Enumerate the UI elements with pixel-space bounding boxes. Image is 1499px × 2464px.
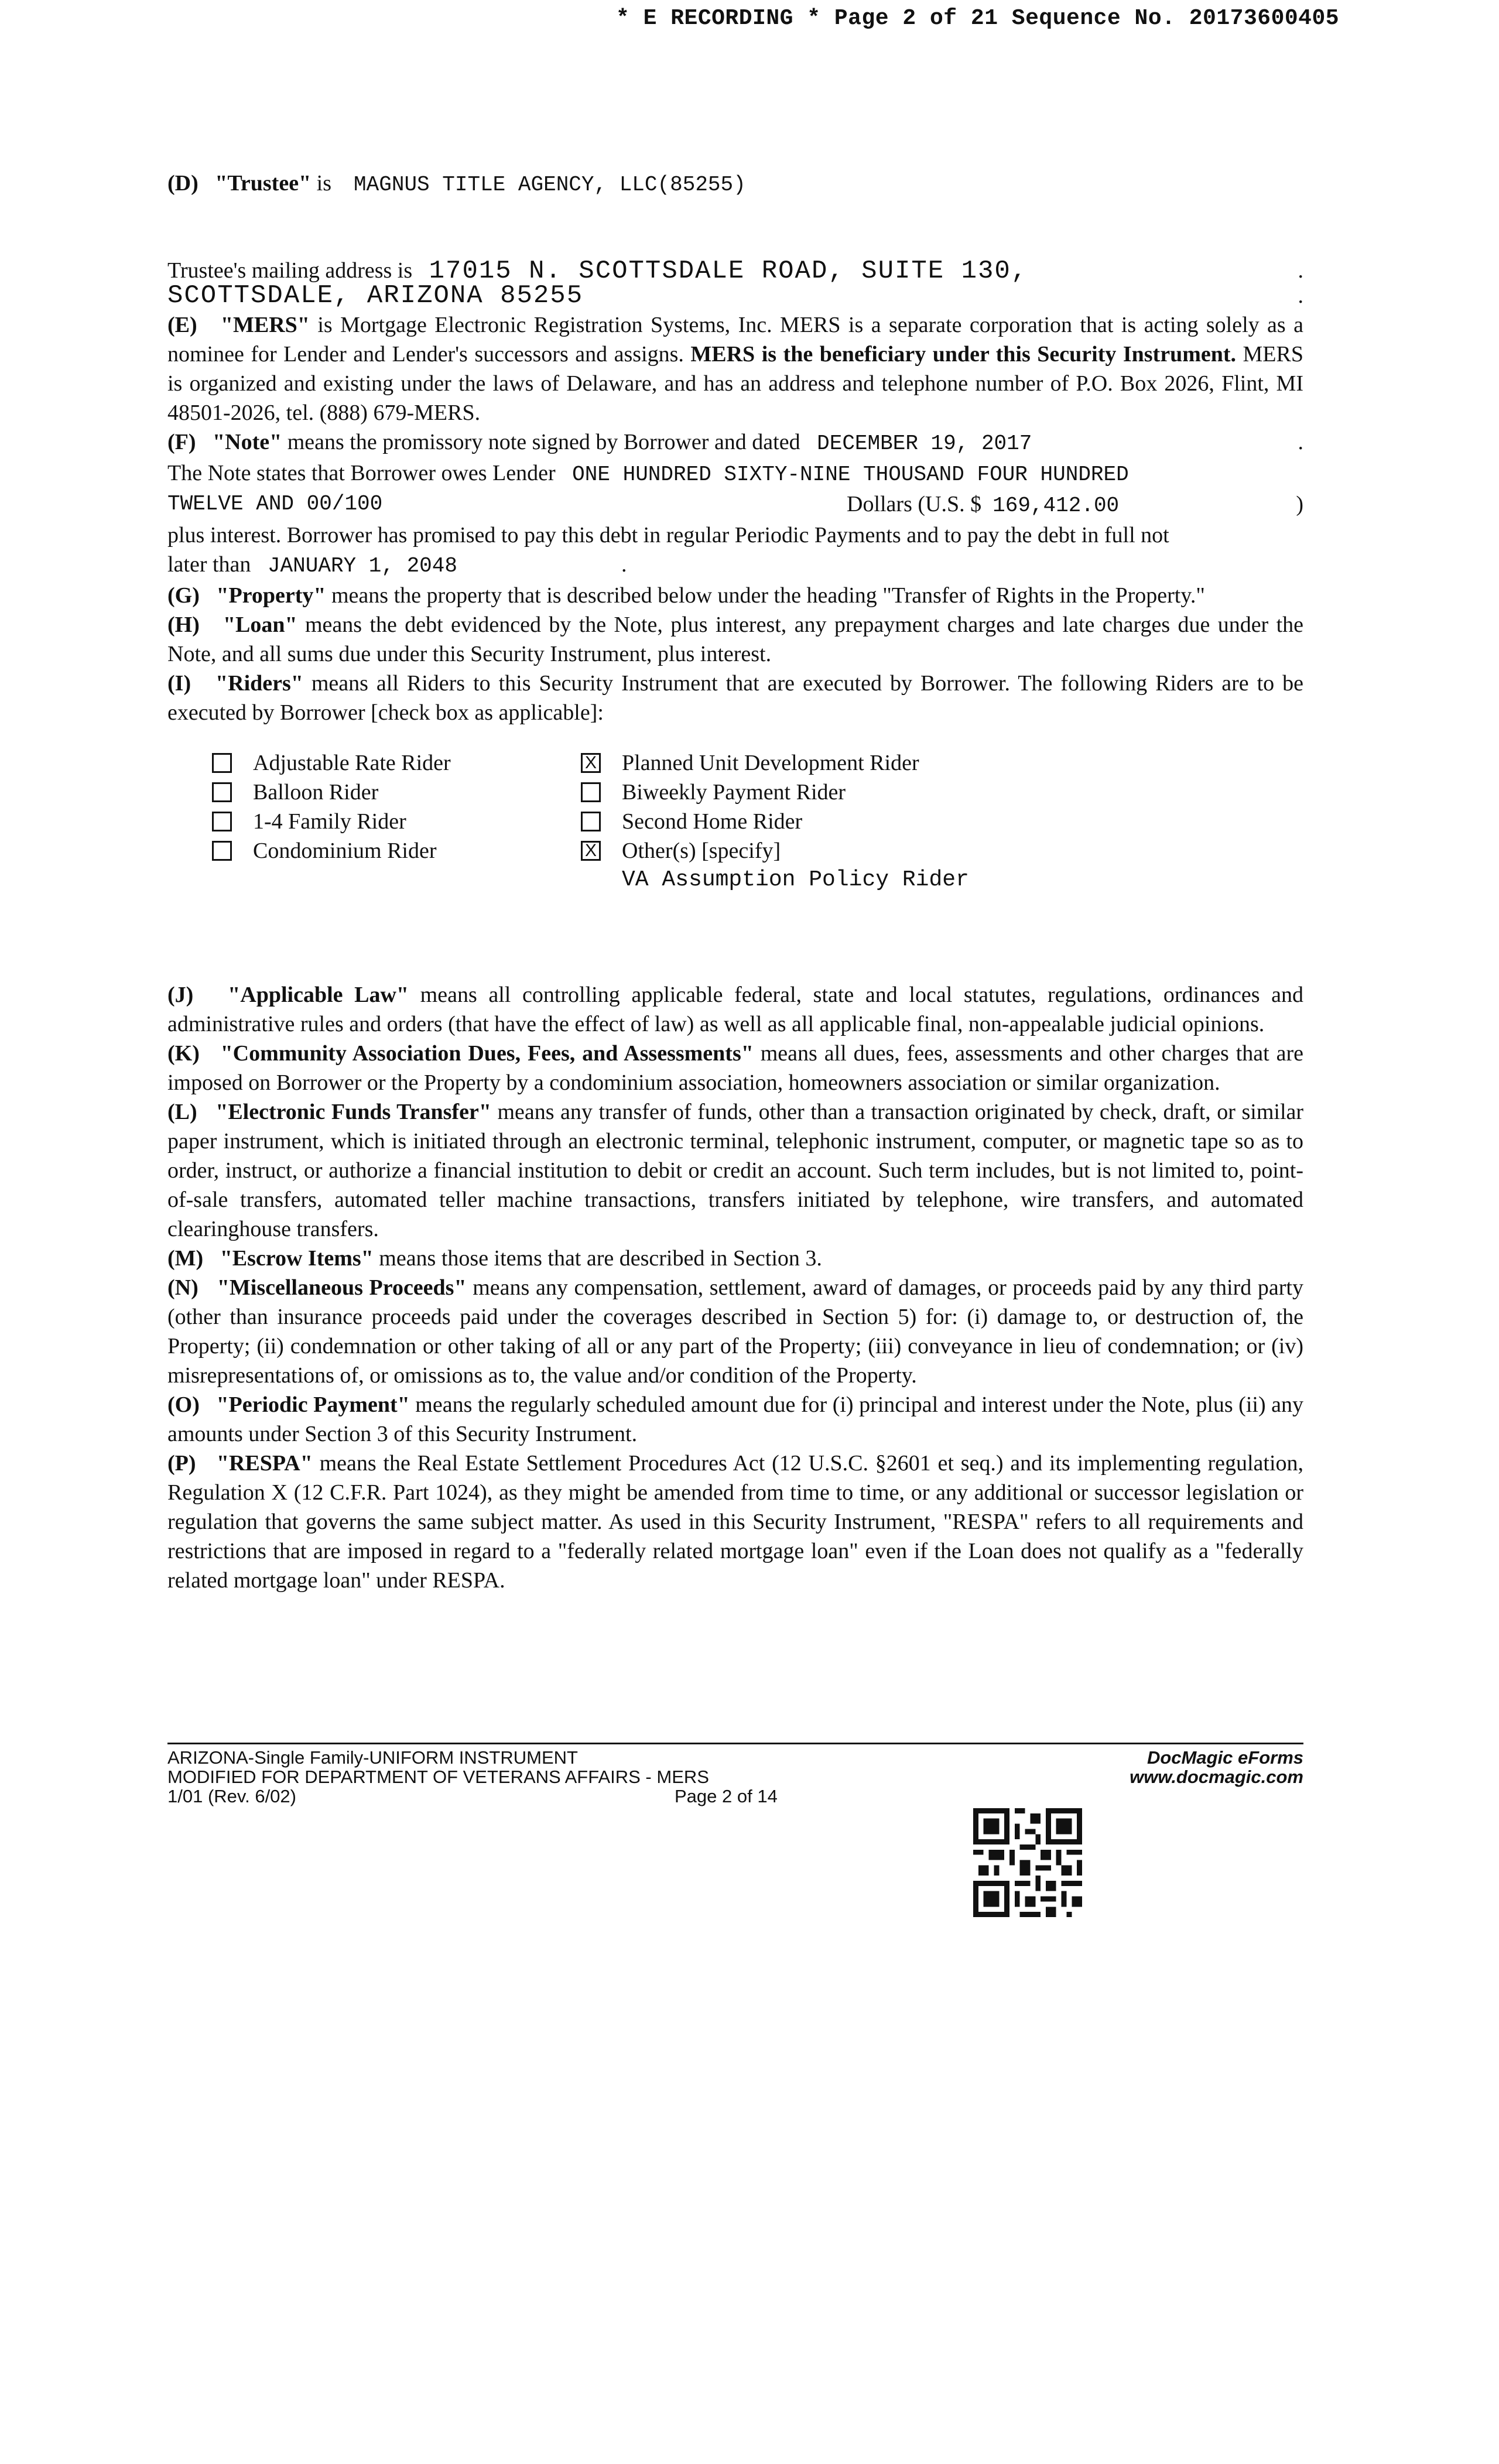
section-j-applicable-law <box>167 980 1303 1039</box>
section-p-term: "RESPA" <box>216 1451 313 1476</box>
footer-line3: 1/01 (Rev. 6/02) <box>167 1786 296 1806</box>
section-n-text: means any compensation, settlement, award of damages, or proceeds paid by any third party (other than insurance proceeds paid under the coverages described in Section 5) for: (i) damage to, or destruction of, the Property; (ii) condemnation or other taking of all or any part of the Property; (iii) conveyance in lieu of condemnation; or (iv) misrepresentations of, or omissions as to, the value and/or condition of the Property. <box>167 1275 1303 1388</box>
section-g-text: means the property that is described below under the heading "Transfer of Rights in the Property." <box>331 583 1205 608</box>
checkbox-balloon[interactable] <box>212 782 232 802</box>
section-p-letter: (P) <box>167 1451 196 1476</box>
amount-close-paren: ) <box>1296 492 1303 516</box>
docmagic-website: www.docmagic.com <box>1130 1767 1303 1787</box>
section-d-trustee <box>167 169 1303 200</box>
rider-others <box>581 836 991 865</box>
section-f-note-row1 <box>167 427 1303 458</box>
document-body <box>167 169 1303 1595</box>
riders-checklist <box>212 748 1303 895</box>
recording-header: * E RECORDING * Page 2 of 21 Sequence No. 20173600405 <box>616 6 1340 31</box>
amount-words-line2: TWELVE AND 00/100 <box>167 492 383 516</box>
trustee-address-period-2: . <box>1298 283 1303 308</box>
section-f-owes-row <box>167 458 1303 490</box>
section-i-riders <box>167 669 1303 727</box>
section-j-term: "Applicable Law" <box>228 983 409 1007</box>
note-date: DECEMBER 19, 2017 <box>817 432 1032 456</box>
section-g-letter: (G) <box>167 583 200 608</box>
section-h-term: "Loan" <box>223 612 297 637</box>
section-i-letter: (I) <box>167 671 191 696</box>
trustee-address-line1: 17015 N. SCOTTSDALE ROAD, SUITE 130, <box>429 256 1028 286</box>
section-m-escrow-items <box>167 1244 1303 1273</box>
section-e-letter: (E) <box>167 313 197 337</box>
section-k-term: "Community Association Dues, Fees, and Assessments" <box>220 1041 754 1066</box>
maturity-period: . <box>621 552 627 577</box>
page-footer <box>167 1743 1303 1806</box>
checkbox-others[interactable]: X <box>581 841 601 861</box>
rider-label: Adjustable Rate Rider <box>253 751 451 775</box>
rider-label: Second Home Rider <box>622 809 803 834</box>
rider-label: Biweekly Payment Rider <box>622 780 846 805</box>
section-l-text: means any transfer of funds, other than a transaction originated by check, draft, or similar paper instrument, which is initiated through an electronic terminal, telephonic instrument, computer, or magnetic tape so as to order, instruct, or authorize a financial institution to debit or credit an account. Such term includes, but is not limited to, point-of-sale transfers, automated teller machine transactions, transfers initiated by telephone, wire transfers, and automated clearinghouse transfers. <box>167 1100 1304 1241</box>
rider-second-home <box>581 807 991 836</box>
rider-label: Condominium Rider <box>253 839 437 863</box>
section-f-owes-text: The Note states that Borrower owes Lender <box>167 461 556 485</box>
footer-line2: MODIFIED FOR DEPARTMENT OF VETERANS AFFAIRS - MERS <box>167 1767 709 1787</box>
section-p-text: means the Real Estate Settlement Procedures Act (12 U.S.C. §2601 et seq.) and its implementing regulation, Regulation X (12 C.F.R. Part 1024), as they might be amended from time to time, or any additional or successor legislation or regulation that governs the same subject matter. As used in this Security Instrument, "RESPA" refers to all requirements and restrictions that are imposed in regard to a "federally related mortgage loan" even if the Loan does not qualify as a "federally related mortgage loan" under RESPA. <box>167 1451 1304 1593</box>
rider-label: Balloon Rider <box>253 780 379 805</box>
rider-biweekly-payment <box>581 778 991 807</box>
dollars-text: Dollars (U.S. $ <box>847 492 982 516</box>
checkbox-adjustable-rate[interactable] <box>212 753 232 773</box>
footer-page-number: Page 2 of 14 <box>675 1786 778 1806</box>
section-g-term: "Property" <box>216 583 326 608</box>
later-than-text: later than <box>167 552 251 577</box>
section-f-text1: means the promissory note signed by Borrower and dated <box>287 430 800 454</box>
section-p-respa <box>167 1449 1303 1595</box>
trustee-name: MAGNUS TITLE AGENCY, LLC(85255) <box>354 173 746 197</box>
section-h-text: means the debt evidenced by the Note, plus interest, any prepayment charges and late charges due under the Note, and all sums due under this Security Instrument, plus interest. <box>167 612 1303 666</box>
other-rider-value: VA Assumption Policy Rider <box>622 867 969 892</box>
maturity-date: JANUARY 1, 2048 <box>267 554 457 578</box>
section-f-term: "Note" <box>213 430 282 454</box>
section-d-letter: (D) <box>167 171 199 196</box>
rider-adjustable-rate <box>212 748 581 778</box>
section-f-maturity-row <box>167 550 1303 581</box>
section-n-letter: (N) <box>167 1275 199 1300</box>
checkbox-condominium[interactable] <box>212 841 232 861</box>
section-k-community-dues <box>167 1039 1303 1097</box>
section-j-letter: (J) <box>167 983 194 1007</box>
section-o-letter: (O) <box>167 1392 200 1417</box>
section-m-term: "Escrow Items" <box>220 1246 374 1271</box>
section-f-text2: plus interest. Borrower has promised to pay this debt in regular Periodic Payments and to pay the debt in full not <box>167 523 1169 547</box>
qr-code-icon <box>973 1808 1082 1917</box>
rider-planned-unit-development <box>581 748 991 778</box>
section-d-is: is <box>316 171 332 196</box>
section-m-letter: (M) <box>167 1246 204 1271</box>
section-e-mers <box>167 310 1303 427</box>
section-m-text: means those items that are described in Section 3. <box>379 1246 822 1271</box>
rider-label: Planned Unit Development Rider <box>622 751 919 775</box>
trustee-address-line2: SCOTTSDALE, ARIZONA 85255 <box>167 281 584 310</box>
checkbox-second-home[interactable] <box>581 812 601 831</box>
section-g-property <box>167 581 1303 610</box>
section-k-letter: (K) <box>167 1041 200 1066</box>
section-n-term: "Miscellaneous Proceeds" <box>217 1275 467 1300</box>
section-l-electronic-funds <box>167 1097 1303 1244</box>
rider-other-specify <box>581 865 991 895</box>
footer-line1: ARIZONA-Single Family-UNIFORM INSTRUMENT <box>167 1747 578 1768</box>
section-e-text2: MERS is organized and existing under the laws of Delaware, and has an address and telephone number of P.O. Box 2026, Flint, MI 48501-2026, tel. (888) 679-MERS. <box>167 342 1303 425</box>
section-h-loan <box>167 610 1303 669</box>
section-f-amount-row <box>167 490 1303 521</box>
amount-number: 169,412.00 <box>993 494 1120 518</box>
note-date-period: . <box>1298 430 1303 454</box>
section-e-text1: is Mortgage Electronic Registration Systems, Inc. MERS is a separate corporation that is acting solely as a nominee for Lender and Lender's successors and assigns. <box>167 313 1303 367</box>
rider-condominium <box>212 836 581 865</box>
rider-label: 1-4 Family Rider <box>253 809 406 834</box>
section-d-term: "Trustee" <box>215 171 312 196</box>
section-l-letter: (L) <box>167 1100 197 1124</box>
checkbox-1-4-family[interactable] <box>212 812 232 831</box>
docmagic-logo: DocMagic eForms <box>1147 1747 1303 1768</box>
section-e-bold-text: MERS is the beneficiary under this Security Instrument. <box>690 342 1237 367</box>
section-h-letter: (H) <box>167 612 200 637</box>
rider-balloon <box>212 778 581 807</box>
rider-1-4-family <box>212 807 581 836</box>
section-o-term: "Periodic Payment" <box>216 1392 410 1417</box>
section-e-term: "MERS" <box>220 313 310 337</box>
section-f-letter: (F) <box>167 430 196 454</box>
section-i-text: means all Riders to this Security Instrument that are executed by Borrower. The following Riders are to be executed by Borrower [check box as applicable]: <box>167 671 1304 725</box>
section-n-misc-proceeds <box>167 1273 1303 1390</box>
section-j-text: means all controlling applicable federal, state and local statutes, regulations, ordinances and administrative rules and orders (that have the effect of law) as well as all applicable final, non-appealable judicial opinions. <box>167 983 1304 1036</box>
amount-words-line1: ONE HUNDRED SIXTY-NINE THOUSAND FOUR HUNDRED <box>572 463 1129 487</box>
trustee-address-period: . <box>1298 258 1303 283</box>
section-l-term: "Electronic Funds Transfer" <box>215 1100 491 1124</box>
checkbox-planned-unit-development[interactable]: X <box>581 753 601 773</box>
trustee-mailing-label: Trustee's mailing address is <box>167 258 413 283</box>
section-i-term: "Riders" <box>215 671 303 696</box>
section-o-periodic-payment <box>167 1390 1303 1449</box>
section-o-text: means the regularly scheduled amount due for (i) principal and interest under the Note, plus (ii) any amounts under Section 3 of this Security Instrument. <box>167 1392 1303 1446</box>
section-k-text: means all dues, fees, assessments and other charges that are imposed on Borrower or the Property by a condominium association, homeowners association or similar organization. <box>167 1041 1304 1095</box>
checkbox-biweekly-payment[interactable] <box>581 782 601 802</box>
rider-label: Other(s) [specify] <box>622 839 781 863</box>
footer-brand-block <box>1130 1748 1303 1787</box>
